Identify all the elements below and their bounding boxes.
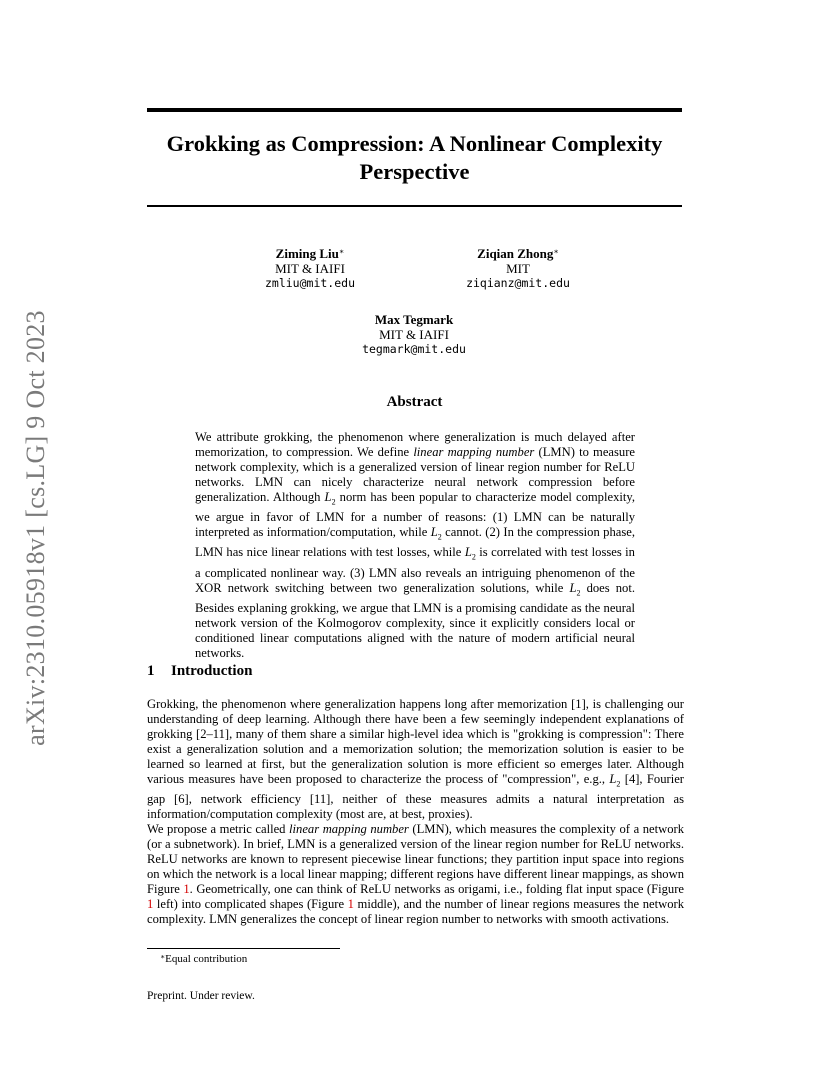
footnote: ∗Equal contribution	[160, 952, 248, 965]
section-heading	[147, 663, 252, 680]
author-name: Max Tegmark	[374, 312, 454, 327]
abstract-heading: Abstract	[386, 394, 443, 410]
arxiv-identifier: arXiv:2310.05918v1 [cs.LG] 9 Oct 2023	[21, 310, 50, 746]
author-affiliation: MIT & IAIFI	[379, 327, 449, 342]
author-name: Ziqian Zhong∗	[477, 246, 559, 261]
title-line-2: Perspective	[359, 159, 470, 184]
paper-title	[147, 130, 682, 186]
figure-ref-link[interactable]: 1	[147, 896, 154, 911]
author-email: zmliu@mit.edu	[264, 276, 355, 290]
author-block-1	[220, 244, 400, 291]
section-number: 1	[147, 663, 155, 679]
author-email: ziqianz@mit.edu	[466, 276, 570, 290]
title-bottom-rule	[147, 205, 682, 207]
abstract-text: We attribute grokking, the phenomenon where generalization is much delayed after memorization, to compression. We define linear mapping number (LMN) to measure network complexity, which is a generalized version of linear region number for ReLU networks. LMN can nicely characterize neural network compression before generalization. Although $L_2$ norm has been popular to characterize model complexity, we argue in favor of LMN for a number of reasons: (1) LMN can be naturally interpreted as information/computation, while $L_2$ cannot. (2) In the compression phase, LMN has nice linear relations with test losses, while $L_2$ is correlated with test losses in a complicated nonlinear way. (3) LMN also reveals an intriguing phenomenon of the XOR network switching between two generalization solutions, while $L_2$ does not. Besides explaning grokking, we argue that LMN is a promising candidate as the neural network version of the Kolmogorov complexity, since it explicitly considers local or conditioned linear computations aligned with the nature of modern artificial neural networks.	[195, 430, 636, 660]
intro-paragraph-1: Grokking, the phenomenon where generalization happens long after memorization [1], is challenging our understanding of deep learning. Although there have been a few seemingly independent explanations of grokking [2–11], many of them share a similar high-level idea which is "grokking is compression": There exist a generalization solution and a memorization solution; the memorization solution is easier to be learned so learned at first, but the generalization solution is more efficient so emerges later. Although various measures have been proposed to characterize the process of "compression", e.g., $L_2$ [4], Fourier gap [6], network efficiency [11], neither of these measures admits a natural interpretation as information/computation complexity (most are, at best, proxies).	[147, 697, 684, 822]
section-title: Introduction	[171, 663, 253, 679]
footnote-rule	[147, 948, 340, 949]
figure-ref-link[interactable]: 1	[347, 896, 354, 911]
author-block-2	[428, 244, 608, 291]
author-affiliation: MIT & IAIFI	[275, 261, 345, 276]
author-name: Ziming Liu∗	[275, 246, 345, 261]
author-block-3	[324, 312, 504, 357]
intro-paragraph-2: We propose a metric called linear mapping number (LMN), which measures the complexity of a network (or a subnetwork). In brief, LMN is a generalized version of the linear region number for ReLU networks. ReLU networks are known to represent piecewise linear functions; they partition input space into regions on which the network is a local linear mapping; different regions have different linear mappings, as shown Figure 1. Geometrically, one can think of ReLU networks as origami, i.e., folding flat input space (Figure 1 left) into complicated shapes (Figure 1 middle), and the number of linear regions measures the network complexity. LMN generalizes the concept of linear region number to networks with smooth activations.	[147, 822, 684, 926]
preprint-notice: Preprint. Under review.	[147, 990, 255, 1002]
author-email: tegmark@mit.edu	[362, 342, 466, 356]
author-affiliation: MIT	[506, 261, 530, 276]
title-top-rule	[147, 108, 682, 112]
figure-ref-link[interactable]: 1	[183, 881, 190, 896]
title-line-1: Grokking as Compression: A Nonlinear Complexity	[166, 131, 663, 156]
